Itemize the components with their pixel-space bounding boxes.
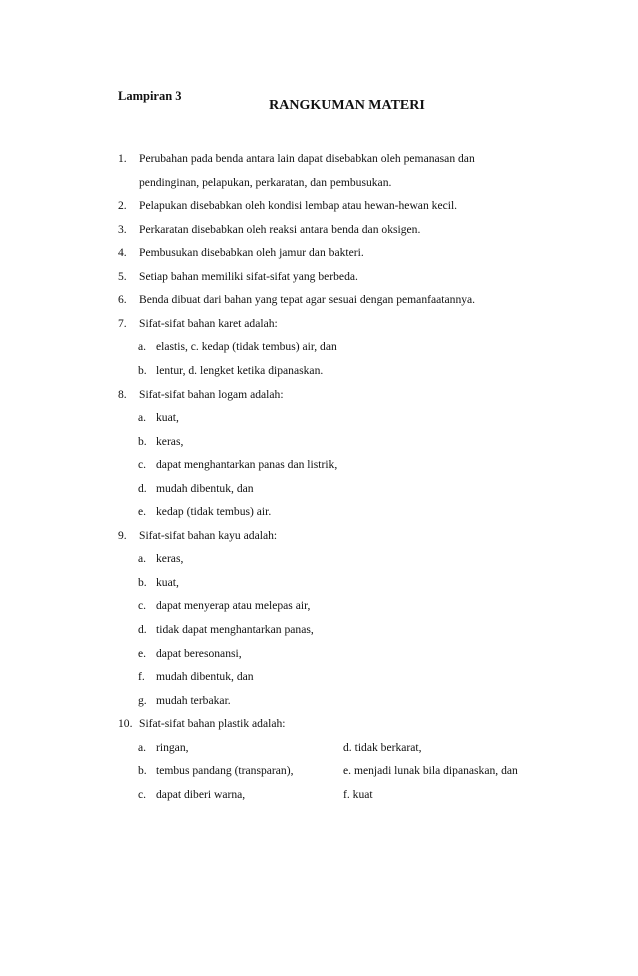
sub-item-text: dapat beresonansi, <box>156 646 242 660</box>
sub-item-letter: c. <box>138 787 147 801</box>
sub-item-text: mudah dibentuk, dan <box>156 670 254 684</box>
item-text: Benda dibuat dari bahan yang tepat agar sesuai dengan pemanfaatannya. <box>139 293 476 307</box>
item-number: 1. <box>118 152 127 165</box>
attachment-label: Lampiran 3 <box>118 89 182 103</box>
sub-item-letter: b. <box>138 363 147 377</box>
item-text: pendinginan, pelapukan, perkaratan, dan pembusukan. <box>139 175 392 189</box>
item-text: Setiap bahan memiliki sifat-sifat yang berbeda. <box>139 269 358 283</box>
item-number: 9. <box>118 528 127 542</box>
sub-item-letter: c. <box>138 599 147 613</box>
item-number: 4. <box>118 246 127 260</box>
item-number: 6. <box>118 293 127 307</box>
item-text: Sifat-sifat bahan karet adalah: <box>139 316 278 330</box>
item-text: Sifat-sifat bahan logam adalah: <box>139 387 284 401</box>
sub-item-letter: a. <box>138 340 147 354</box>
item-number: 10. <box>118 717 133 731</box>
item-text: Sifat-sifat bahan plastik adalah: <box>139 717 286 731</box>
sub-item-right-text: d. tidak berkarat, <box>343 740 422 754</box>
sub-item-letter: e. <box>138 505 147 519</box>
sub-item-text: ringan, <box>156 740 189 754</box>
sub-item-letter: a. <box>138 411 147 425</box>
sub-item-text: dapat diberi warna, <box>156 787 246 801</box>
sub-item-text: lentur, d. lengket ketika dipanaskan. <box>156 363 324 377</box>
sub-item-letter: b. <box>138 764 147 778</box>
item-number: 5. <box>118 269 127 283</box>
sub-item-text: kuat, <box>156 411 179 425</box>
sub-item-text: kedap (tidak tembus) air. <box>156 505 272 519</box>
sub-item-letter: g. <box>138 693 147 707</box>
sub-item-letter: d. <box>138 481 147 495</box>
item-number: 8. <box>118 387 127 401</box>
sub-item-letter: c. <box>138 458 147 472</box>
sub-item-text: tembus pandang (transparan), <box>156 764 294 778</box>
sub-item-text: tidak dapat menghantarkan panas, <box>156 623 314 636</box>
item-number: 7. <box>118 316 127 330</box>
sub-item-letter: d. <box>138 623 147 636</box>
item-number: 3. <box>118 222 127 236</box>
item-text: Sifat-sifat bahan kayu adalah: <box>139 528 278 542</box>
sub-item-text: keras, <box>156 434 184 448</box>
sub-item-letter: e. <box>138 646 147 660</box>
sub-item-letter: b. <box>138 575 147 589</box>
sub-item-text: mudah terbakar. <box>156 693 231 707</box>
sub-item-letter: b. <box>138 434 147 448</box>
page-title: RANGKUMAN MATERI <box>269 98 425 113</box>
item-text: Pembusukan disebabkan oleh jamur dan bakteri. <box>139 246 364 260</box>
sub-item-letter: a. <box>138 552 147 566</box>
sub-item-text: kuat, <box>156 575 179 589</box>
sub-item-text: dapat menghantarkan panas dan listrik, <box>156 458 338 472</box>
sub-item-text: elastis, c. kedap (tidak tembus) air, dan <box>156 340 337 354</box>
sub-item-letter: f. <box>138 670 145 684</box>
item-text: Perubahan pada benda antara lain dapat disebabkan oleh pemanasan dan <box>139 152 475 165</box>
sub-item-right-text: e. menjadi lunak bila dipanaskan, dan <box>343 764 518 778</box>
sub-item-text: keras, <box>156 552 184 566</box>
item-text: Perkaratan disebabkan oleh reaksi antara benda dan oksigen. <box>139 222 421 236</box>
sub-item-text: dapat menyerap atau melepas air, <box>156 599 311 613</box>
item-number: 2. <box>118 199 127 213</box>
sub-item-right-text: f. kuat <box>343 787 373 801</box>
sub-item-letter: a. <box>138 740 147 754</box>
item-text: Pelapukan disebabkan oleh kondisi lembap atau hewan-hewan kecil. <box>139 199 458 213</box>
sub-item-text: mudah dibentuk, dan <box>156 481 254 495</box>
